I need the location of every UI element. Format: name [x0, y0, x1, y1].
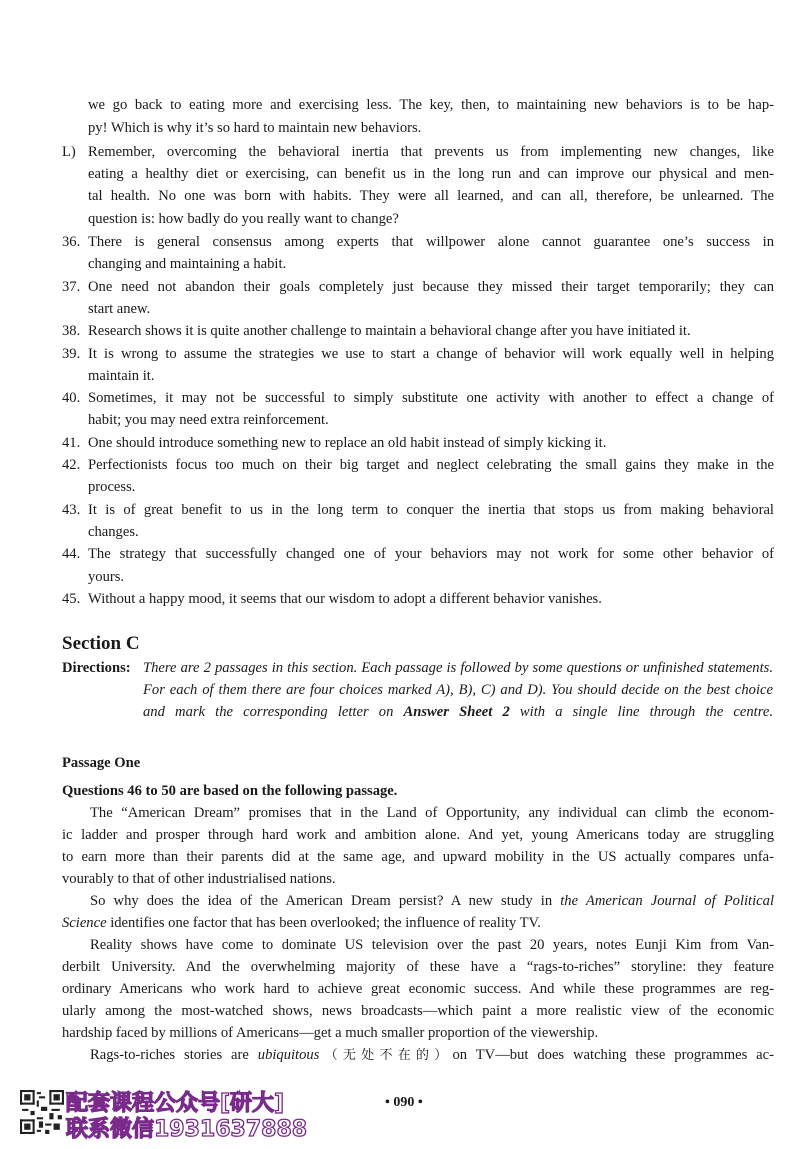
- passage-p4-line-1: [90, 1044, 774, 1067]
- directions-label: Directions:: [62, 660, 131, 676]
- paragraph-label-L: L): [62, 144, 76, 160]
- passage-p3-line-2: derbilt University. And the overwhelming majority of these have a “rags-to-riches” storyline: they feature: [62, 959, 774, 975]
- statement-text: One should introduce something new to replace an old habit instead of simply kicking it.: [88, 434, 607, 451]
- statement-number: 43.: [62, 501, 81, 518]
- statement-text-continued: yours.: [88, 568, 125, 585]
- statement-text: It is wrong to assume the strategies we use to start a change of behavior will work equally well in helping: [88, 345, 774, 362]
- passage-p4-text-a: Rags-to-riches stories are: [90, 1047, 258, 1063]
- watermark-line-1: 配套课程公众号[研大]: [66, 1091, 285, 1116]
- statement-number: 36.: [62, 234, 81, 250]
- statement-number: 42.: [62, 457, 81, 473]
- chinese-gloss: （无处不在的）: [319, 1048, 453, 1063]
- statement-number: 41.: [62, 434, 81, 451]
- passage-p3-line-4: ularly among the most-watched shows, news broadcasts—which paint a more realistic view of the economic: [62, 1003, 774, 1019]
- watermark-line-2: 联系微信1931637888: [66, 1117, 308, 1142]
- glossed-word: ubiquitous: [257, 1047, 320, 1063]
- statement-text: Perfectionists focus too much on their big target and neglect celebrating the small gains they make in the: [88, 457, 774, 473]
- paragraph-L-line-3: tal health. No one was born with habits. They were all learned, and can all, therefore, be unlearned. The: [88, 188, 774, 204]
- statement-text: Sometimes, it may not be successful to simply substitute one activity with another to effect a change of: [88, 390, 774, 407]
- statement-text-continued: maintain it.: [88, 367, 155, 384]
- statement-text-continued: changes.: [88, 523, 139, 540]
- passage-p1-line-4: vourably to that of other industrialised nations.: [62, 871, 336, 887]
- passage-p1-line-3: to earn more than their parents did at the same age, and upward mobility in the US actually compares unfa-: [62, 849, 774, 865]
- passage-p1-line-1: The “American Dream” promises that in the Land of Opportunity, any individual can climb the econom-: [90, 805, 774, 821]
- statement-text: Research shows it is quite another challenge to maintain a behavioral change after you have initiated it.: [88, 323, 691, 340]
- passage-p3-line-1: Reality shows have come to dominate US television over the past 20 years, notes Eunji Kim from Van-: [90, 937, 774, 953]
- directions-text: [143, 657, 773, 723]
- passage-title: Passage One: [62, 755, 141, 771]
- statement-text: Without a happy mood, it seems that our wisdom to adopt a different behavior vanishes.: [88, 590, 602, 607]
- statement-text-continued: start anew.: [88, 300, 151, 317]
- continuation-line-1: we go back to eating more and exercising less. The key, then, to maintaining new behaviors is to be hap-: [88, 97, 774, 113]
- passage-p3-line-3: ordinary Americans who work hard to achieve great economic success. And while these programmes are reg-: [62, 981, 774, 997]
- passage-p2-line-1: [90, 890, 774, 912]
- passage-p2-text-b: identifies one factor that has been overlooked; the influence of reality TV.: [106, 915, 541, 931]
- statement-number: 37.: [62, 278, 81, 295]
- answer-sheet-label: Answer Sheet 2: [403, 704, 510, 720]
- passage-p2-text-a: So why does the idea of the American Dream persist? A new study in: [90, 893, 561, 909]
- questions-intro: Questions 46 to 50 are based on the following passage.: [62, 783, 398, 799]
- qr-code-icon: [20, 1090, 64, 1134]
- journal-name: the American Journal of Political: [560, 893, 774, 909]
- statement-text: The strategy that successfully changed one of your behaviors may not work for some other behavior of: [88, 546, 774, 563]
- journal-name-cont: Science: [62, 915, 107, 931]
- passage-p2-line-2: [62, 912, 541, 934]
- passage-p1-line-2: ic ladder and prosper through hard work and ambition alone. And yet, young Americans today are struggling: [62, 827, 774, 843]
- statement-text-continued: process.: [88, 479, 136, 496]
- statement-number: 44.: [62, 546, 81, 563]
- statement-text: There is general consensus among experts that willpower alone cannot guarantee one’s success in: [88, 234, 774, 250]
- page-number: • 090 •: [385, 1095, 423, 1110]
- statement-number: 40.: [62, 390, 81, 407]
- paragraph-L-line-2: eating a healthy diet or exercising, can benefit us in the long run and can improve our physical and men-: [88, 166, 774, 182]
- section-title: Section C: [62, 633, 140, 654]
- directions-part2: with a single line through the centre.: [509, 704, 774, 720]
- statement-text-continued: changing and maintaining a habit.: [88, 256, 287, 273]
- statement-text: It is of great benefit to us in the long term to conquer the inertia that stops us from making behavioral: [88, 501, 774, 518]
- paragraph-L-line-1: Remember, overcoming the behavioral inertia that prevents us from implementing new changes, like: [88, 144, 774, 160]
- directions-part1: There are 2 passages in this section. Each passage is followed by some questions or unfinished statements. For each of them there are four choices marked A), B), C) and D). You should decide on the best choice and mark the corresponding letter on: [143, 660, 773, 720]
- statement-text: One need not abandon their goals completely just because they missed their target temporarily; they can: [88, 278, 774, 295]
- statement-number: 38.: [62, 323, 81, 340]
- paragraph-L-line-4: question is: how badly do you really want to change?: [88, 211, 399, 227]
- passage-p4-text-b: on TV—but does watching these programmes ac-: [452, 1047, 774, 1063]
- continuation-line-2: py! Which is why it’s so hard to maintain new behaviors.: [88, 120, 422, 136]
- statement-number: 45.: [62, 590, 81, 607]
- statement-number: 39.: [62, 345, 81, 362]
- statement-text-continued: habit; you may need extra reinforcement.: [88, 412, 329, 429]
- passage-p3-line-5: hardship faced by millions of Americans—get a much smaller proportion of the viewership.: [62, 1025, 599, 1041]
